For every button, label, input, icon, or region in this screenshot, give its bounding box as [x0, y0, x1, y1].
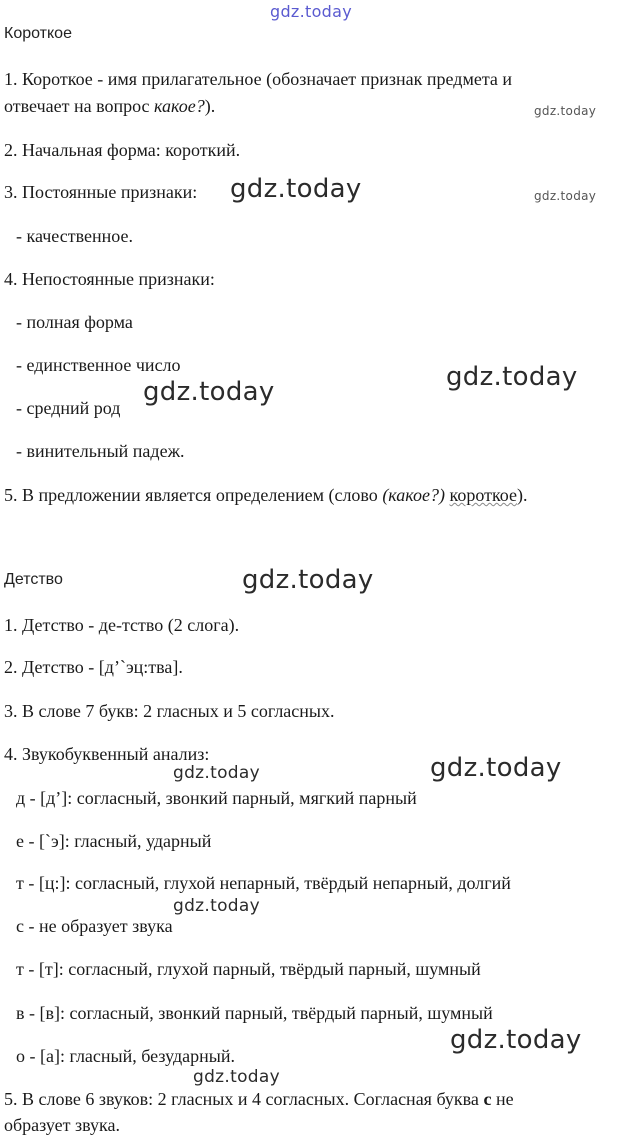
paragraph-5: 5. В предложении является определением (слово (какое?) короткое).	[4, 485, 528, 505]
list-item: - качественное.	[16, 226, 133, 246]
list-item: - винительный падеж.	[16, 441, 185, 461]
sound-analysis-item: в - [в]: согласный, звонкий парный, твёрдый парный, шумный	[16, 1003, 493, 1023]
sound-analysis-item: т - [т]: согласный, глухой парный, твёрдый парный, шумный	[16, 959, 481, 979]
paragraph-4: 4. Звукобуквенный анализ:	[4, 744, 210, 764]
watermark-text: gdz.today	[230, 174, 362, 204]
paragraph-1-line-1: 1. Короткое - имя прилагательное (обозначает признак предмета и	[4, 69, 513, 89]
section-heading-detstvo: Детство	[4, 571, 63, 588]
paragraph-text: отвечает на вопрос	[4, 96, 155, 116]
paragraph-4: 4. Непостоянные признаки:	[4, 269, 215, 289]
sound-analysis-item: т - [ц:]: согласный, глухой непарный, твёрдый непарный, долгий	[16, 873, 511, 893]
list-item: - полная форма	[16, 312, 133, 332]
question-italic: какое?	[154, 96, 205, 116]
watermark-text: gdz.today	[534, 189, 597, 203]
watermark-text: gdz.today	[193, 1067, 280, 1087]
paragraph-1: 1. Детство - де-тство (2 слога).	[4, 615, 240, 635]
paragraph-1-line-2	[4, 95, 215, 117]
list-item: - средний род	[16, 398, 121, 418]
watermark-text: gdz.today	[270, 2, 352, 21]
watermark-text: gdz.today	[173, 763, 260, 783]
watermark-text: gdz.today	[143, 377, 275, 407]
watermark-text: gdz.today	[242, 565, 374, 595]
underlined-word: короткое	[449, 485, 517, 505]
paragraph-5-line-2: образует звука.	[4, 1115, 120, 1135]
paragraph-3: 3. Постоянные признаки:	[4, 182, 198, 202]
paragraph-text: ).	[204, 96, 216, 116]
watermark-text: gdz.today	[446, 362, 578, 392]
section-heading-korotkoe: Короткое	[4, 25, 72, 42]
paragraph-3: 3. В слове 7 букв: 2 гласных и 5 согласных.	[4, 701, 335, 721]
paragraph-text: 5. В предложении является определением (слово	[4, 485, 383, 505]
sound-analysis-item: д - [д’]: согласный, звонкий парный, мягкий парный	[16, 788, 417, 808]
paragraph-text: 5. В слове 6 звуков: 2 гласных и 4 согласных. Согласная буква	[4, 1089, 484, 1109]
question-italic: (какое?)	[382, 485, 445, 505]
paragraph-2: 2. Начальная форма: короткий.	[4, 140, 241, 160]
sound-analysis-item: о - [а]: гласный, безударный.	[16, 1046, 235, 1066]
list-item: - единственное число	[16, 355, 181, 375]
paragraph-5-line-1: 5. В слове 6 звуков: 2 гласных и 4 согласных. Согласная буква с не	[4, 1089, 514, 1109]
sound-analysis-item: е - [`э]: гласный, ударный	[16, 831, 212, 851]
watermark-text: gdz.today	[450, 1025, 582, 1055]
watermark-text: gdz.today	[534, 104, 597, 118]
watermark-text: gdz.today	[173, 896, 260, 916]
watermark-text: gdz.today	[430, 753, 562, 783]
bold-letter: с	[483, 1089, 492, 1109]
sound-analysis-item: с - не образует звука	[16, 916, 173, 936]
paragraph-2: 2. Детство - [д’`эц:тва].	[4, 657, 183, 677]
